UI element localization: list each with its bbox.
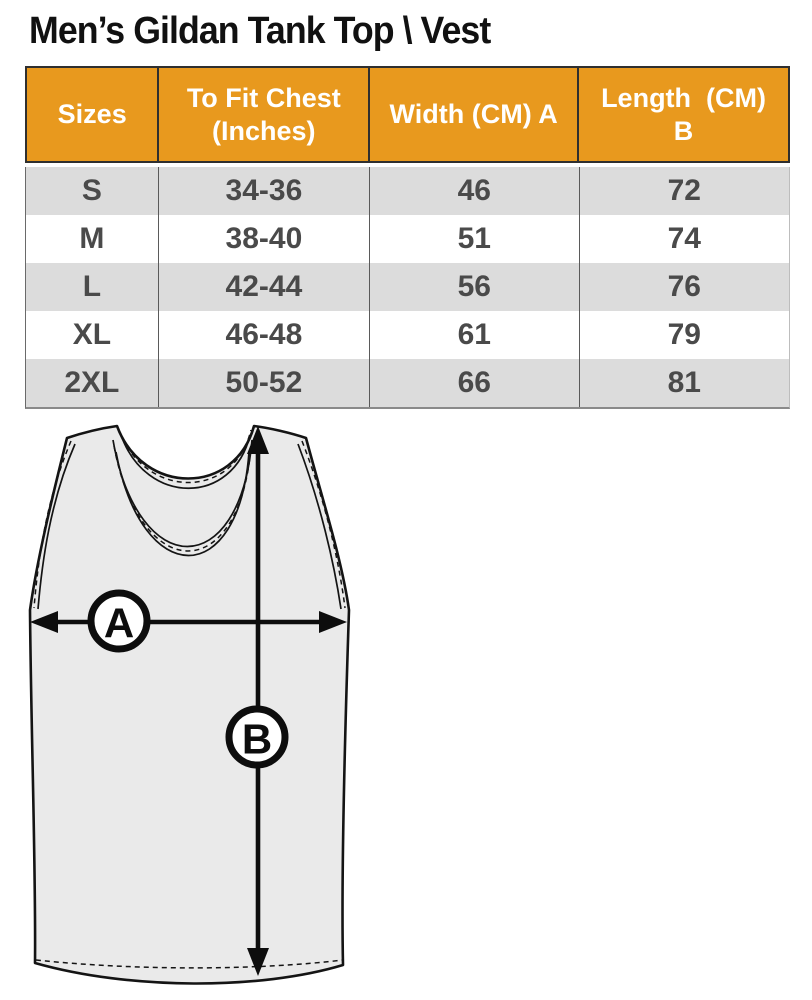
length-cell: 79 <box>667 318 701 351</box>
length-cell: 74 <box>667 222 701 255</box>
width-cell: 51 <box>370 215 579 263</box>
chest-cell: 38-40 <box>159 215 370 263</box>
size-cell: M <box>26 215 159 263</box>
header-cell-sizes <box>27 68 159 161</box>
measure-b-label: B <box>241 715 273 763</box>
table-header-row <box>25 66 790 163</box>
header-label: Length (CM) <box>601 82 767 113</box>
length-cell: 72 <box>667 174 701 207</box>
header-label: Sizes <box>57 99 127 130</box>
measure-a-label: A <box>103 599 135 647</box>
tank-top-body <box>30 426 349 984</box>
chest-cell: 46-48 <box>159 311 370 359</box>
tank-top-diagram <box>0 410 400 1000</box>
size-table <box>25 66 790 409</box>
size-cell: L <box>26 263 159 311</box>
header-cell-length: Length (CM) B <box>601 82 767 146</box>
header-label: To Fit Chest <box>186 82 341 113</box>
width-cell: 61 <box>370 311 579 359</box>
table-row <box>26 167 789 215</box>
width-cell: 66 <box>370 359 579 407</box>
table-row <box>26 359 789 407</box>
size-cell: XL <box>26 311 159 359</box>
size-cell: 2XL <box>26 359 159 407</box>
width-cell: 56 <box>370 263 579 311</box>
header-cell-chest: To Fit Chest (Inches) <box>159 68 370 161</box>
length-cell: 76 <box>667 270 701 303</box>
page-title: Men’s Gildan Tank Top \ Vest <box>29 10 491 52</box>
chest-cell: 34-36 <box>159 167 370 215</box>
chest-cell: 50-52 <box>159 359 370 407</box>
table-row <box>26 215 789 263</box>
table-row <box>26 263 789 311</box>
header-cell-width <box>370 68 579 161</box>
table-row <box>26 311 789 359</box>
chest-cell: 42-44 <box>159 263 370 311</box>
table-body <box>25 167 790 409</box>
header-label: Width (CM) A <box>389 99 558 130</box>
size-cell: S <box>26 167 159 215</box>
length-cell: 81 <box>667 366 701 399</box>
width-cell: 46 <box>370 167 579 215</box>
